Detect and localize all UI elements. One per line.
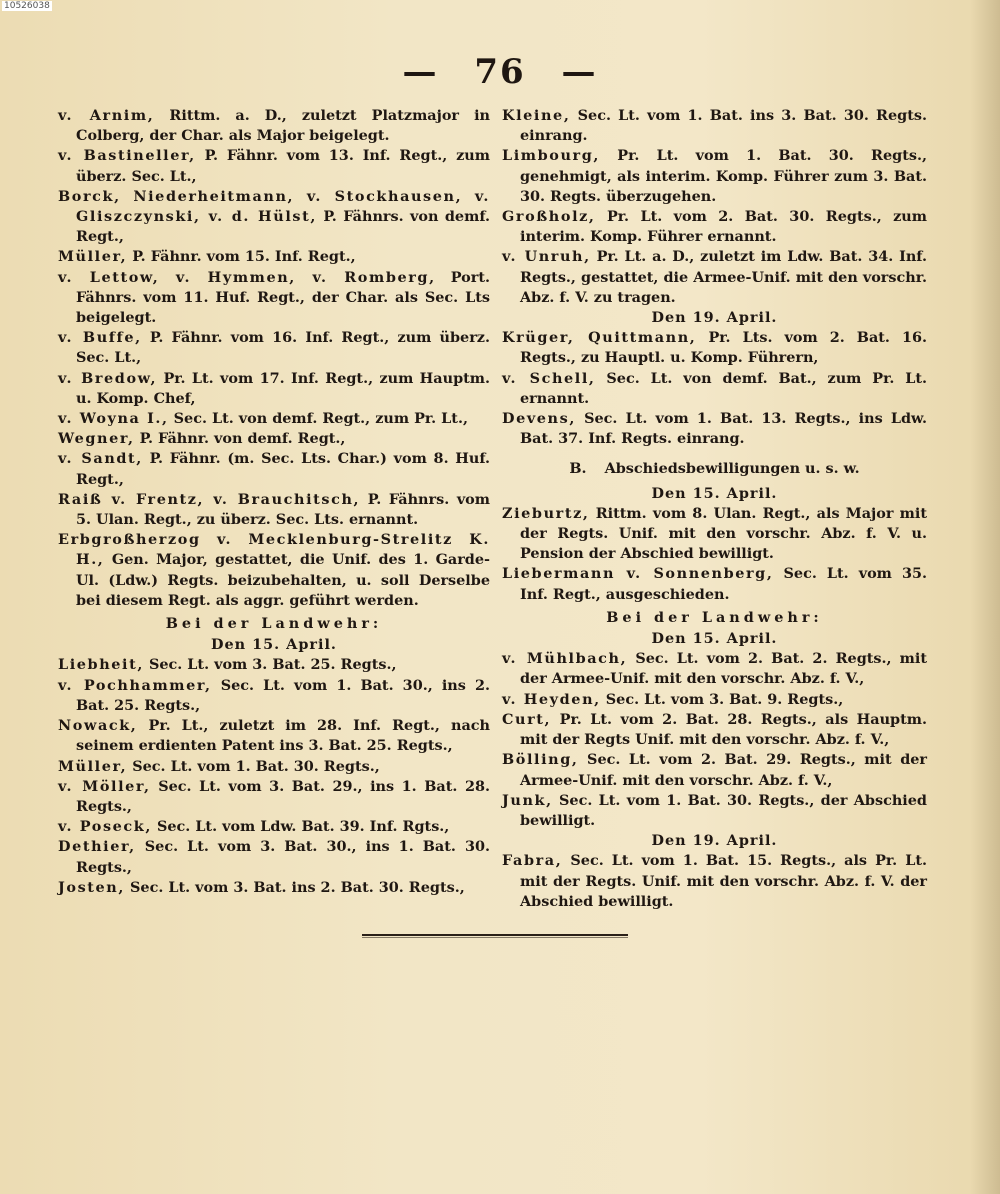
list-item — [502, 750, 927, 790]
list-item — [502, 791, 927, 831]
scan-id-label: 10526038 — [4, 1, 50, 11]
list-item — [502, 207, 927, 247]
list-item — [502, 710, 927, 750]
entry-text: Sec. Lt. vom 1. Bat. 30. Regts., der Abschied bewilligt. — [520, 791, 927, 829]
list-item — [58, 817, 490, 837]
entry-name: Zieburtz, — [502, 504, 590, 522]
list-item — [58, 449, 490, 489]
list-item — [58, 490, 490, 530]
entry-text: P. Fähnr. von demf. Regt., — [139, 430, 346, 448]
entry-text: Sec. Lt. vom Ldw. Bat. 39. Inf. Rgts., — [156, 818, 450, 836]
list-item — [58, 655, 490, 675]
list-item — [502, 851, 927, 912]
entry-text: Pr. Lt. vom 2. Bat. 28. Regts., als Hauptm. mit der Regts Unif. mit den vorschr. Abz. f. V., — [520, 710, 927, 749]
entry-name: v. Schell, — [502, 369, 596, 387]
entry-text: P. Fähnrs. vom 5. Ulan. Regt., zu überz. Sec. Lts. ernannt. — [76, 490, 491, 529]
entry-name: v. Poseck, — [58, 818, 152, 836]
list-item — [58, 429, 490, 449]
entry-name: Liebermann v. Sonnenberg, — [502, 565, 774, 583]
entry-name: v. Heyden, — [502, 690, 601, 708]
entry-text: Sec. Lt. vom 1. Bat. ins 3. Bat. 30. Regts. einrang. — [520, 107, 927, 145]
list-item — [502, 247, 927, 308]
entry-text: Sec. Lt. vom 1. Bat. 30., ins 2. Bat. 25. Regts., — [76, 676, 490, 714]
list-item — [502, 504, 927, 565]
entry-text: Pr. Lt., zuletzt im 28. Inf. Regt., nach seinem erdienten Patent ins 3. Bat. 25. Regts., — [76, 717, 491, 755]
entry-text: Gen. Major, gestattet, die Unif. des 1. Garde-Ul. (Ldw.) Regts. beizubehalten, u. soll Derselbe bei diesem Regt. als aggr. geführt werden. — [76, 551, 490, 609]
entry-name: Fabra, — [502, 852, 563, 870]
entry-name: Limbourg, — [502, 147, 600, 165]
list-item — [58, 268, 490, 329]
entry-text: Sec. Lt. vom 2. Bat. 29. Regts., mit der Armee-Unif. mit den vorschr. Abz. f. V., — [520, 751, 927, 789]
entry-text: P. Fähnr. (m. Sec. Lts. Char.) vom 8. Huf. Regt., — [76, 450, 491, 488]
date-heading: Den 19. April. — [651, 309, 778, 327]
section-subheading: Bei der Landwehr: — [165, 615, 383, 633]
entry-text: Sec. Lt. vom 35. Inf. Regt., ausgeschieden. — [520, 565, 927, 603]
entry-name: Raiß v. Frentz, v. Brauchitsch, — [58, 490, 361, 508]
entry-name: Müller, — [58, 757, 128, 775]
list-item — [502, 146, 927, 207]
list-item — [58, 146, 490, 186]
entry-name: Junk, — [502, 791, 553, 809]
list-item — [58, 369, 490, 409]
entry-text: Sec. Lt. vom 1. Bat. 13. Regts., ins Ldw. Bat. 37. Inf. Regts. einrang. — [520, 410, 927, 448]
list-item — [58, 676, 490, 716]
section-letter: B. — [569, 460, 587, 478]
date-heading: Den 19. April. — [651, 832, 778, 850]
entry-text: Rittm. vom 8. Ulan. Regt., als Major mit der Regts. Unif. mit den vorschr. Abz. f. V. u. Pension der Abschied bewilligt. — [520, 504, 927, 563]
entry-name: v. Woyna I., — [58, 410, 169, 428]
entry-text: Pr. Lt. vom 17. Inf. Regt., zum Hauptm. u. Komp. Chef, — [76, 369, 491, 407]
entry-name: v. Bredow, — [58, 369, 158, 387]
entry-name: v. Unruh, — [502, 248, 591, 266]
list-item — [58, 106, 490, 146]
list-item — [502, 328, 927, 368]
list-item — [58, 757, 490, 777]
list-item — [58, 187, 490, 248]
entry-text: Port. Fähnrs. vom 11. Huf. Regt., der Char. als Sec. Lts beigelegt. — [76, 268, 490, 327]
date-heading: Den 15. April. — [651, 630, 778, 648]
entry-text: Sec. Lt. vom 3. Bat. 29., ins 1. Bat. 28. Regts., — [76, 777, 490, 815]
list-item — [58, 409, 490, 429]
entry-name: v. Sandt, — [58, 450, 143, 468]
entry-text: Pr. Lts. vom 2. Bat. 16. Regts., zu Hauptl. u. Komp. Führern, — [520, 329, 927, 367]
bottom-rule — [362, 934, 628, 936]
list-item — [502, 409, 927, 449]
entry-name: v. Bastineller, — [58, 147, 196, 165]
right-column — [502, 106, 927, 912]
section-title: Abschiedsbewilligungen u. s. w. — [604, 460, 860, 478]
list-item — [58, 328, 490, 368]
entry-name: v. Arnim, — [58, 107, 155, 124]
list-item — [58, 716, 490, 756]
list-item — [502, 690, 927, 710]
entry-text: Sec. Lt. vom 2. Bat. 2. Regts., mit der Armee-Unif. mit den vorschr. Abz. f. V., — [520, 650, 928, 688]
entry-text: P. Fähnr. vom 15. Inf. Regt., — [132, 248, 356, 266]
entry-name: Borck, Niederheitmann, v. Stockhausen, v. Gliszczynski, v. d. Hülst, — [58, 187, 490, 226]
list-item — [502, 369, 927, 409]
entry-name: Müller, — [58, 248, 128, 266]
date-heading: Den 15. April. — [211, 636, 337, 654]
entry-name: Erbgroßherzog v. Mecklenburg-Strelitz K. H., — [58, 531, 490, 569]
entry-text: Rittm. a. D., zuletzt Platzmajor in Colberg, der Char. als Major beigelegt. — [76, 107, 491, 145]
page-edge-shadow — [970, 0, 1000, 1194]
list-item — [58, 837, 490, 877]
section-subheading: Bei der Landwehr: — [606, 608, 823, 626]
entry-text: P. Fähnrs. von demf. Regt., — [76, 208, 491, 246]
entry-name: Devens, — [502, 410, 576, 428]
entry-name: Dethier, — [58, 838, 136, 856]
entry-name: v. Buffe, — [58, 329, 142, 347]
entry-name: v. Mühlbach, — [502, 650, 628, 668]
entry-name: Bölling, — [502, 751, 579, 769]
list-item — [58, 777, 490, 817]
entry-text: Sec. Lt. vom 1. Bat. 30. Regts., — [132, 757, 380, 775]
entry-text: Sec. Lt. vom 1. Bat. 15. Regts., als Pr. Lt. mit der Regts. Unif. mit den vorschr. Abz. f. V. der Abschied bewilligt. — [520, 852, 927, 910]
list-item — [502, 564, 927, 604]
list-item — [58, 247, 490, 267]
entry-name: Krüger, Quittmann, — [502, 329, 697, 347]
entry-text: Sec. Lt. vom 3. Bat. 9. Regts., — [605, 690, 844, 708]
section-heading — [502, 459, 927, 479]
entry-name: Großholz, — [502, 208, 596, 226]
entry-text: Sec. Lt. vom 3. Bat. ins 2. Bat. 30. Regts., — [130, 878, 465, 896]
entry-name: Nowack, — [58, 717, 138, 735]
entry-name: Wegner, — [58, 430, 135, 448]
left-column — [58, 106, 490, 898]
entry-name: Liebheit, — [58, 656, 144, 674]
list-item — [502, 649, 927, 689]
entry-text: Sec. Lt. vom 3. Bat. 30., ins 1. Bat. 30. Regts., — [76, 838, 490, 876]
page-number: 76 — [474, 52, 526, 92]
list-item — [58, 530, 490, 611]
date-heading: Den 15. April. — [651, 484, 778, 502]
list-item — [58, 878, 490, 898]
entry-text: Pr. Lt. a. D., zuletzt im Ldw. Bat. 34. Inf. Regts., gestattet, die Armee-Unif. mit den vorschr. Abz. f. V. zu tragen. — [520, 248, 927, 306]
entry-text: Sec. Lt. von demf. Bat., zum Pr. Lt. ernannt. — [520, 369, 927, 407]
entry-text: Pr. Lt. vom 1. Bat. 30. Regts., genehmigt, als interim. Komp. Führer zum 3. Bat. 30. Regts. überzugehen. — [520, 147, 928, 205]
list-item — [502, 106, 927, 146]
entry-text: Pr. Lt. vom 2. Bat. 30. Regts., zum interim. Komp. Führer ernannt. — [520, 208, 928, 246]
entry-name: v. Pochhammer, — [58, 676, 212, 694]
entry-text: P. Fähnr. vom 16. Inf. Regt., zum überz. Sec. Lt., — [76, 329, 490, 367]
entry-text: P. Fähnr. vom 13. Inf. Regt., zum überz. Sec. Lt., — [76, 147, 491, 185]
entry-text: Sec. Lt. vom 3. Bat. 25. Regts., — [148, 656, 397, 674]
entry-name: v. Lettow, v. Hymmen, v. Romberg, — [58, 268, 436, 286]
header-dash-left: — — [402, 52, 439, 92]
entry-text: Sec. Lt. von demf. Regt., zum Pr. Lt., — [173, 410, 468, 428]
entry-name: Curt, — [502, 710, 552, 728]
header-dash-right: — — [561, 52, 598, 92]
entry-name: v. Möller, — [58, 777, 151, 795]
entry-name: Josten, — [58, 878, 125, 896]
entry-name: Kleine, — [502, 107, 571, 124]
page-header — [0, 52, 1000, 92]
